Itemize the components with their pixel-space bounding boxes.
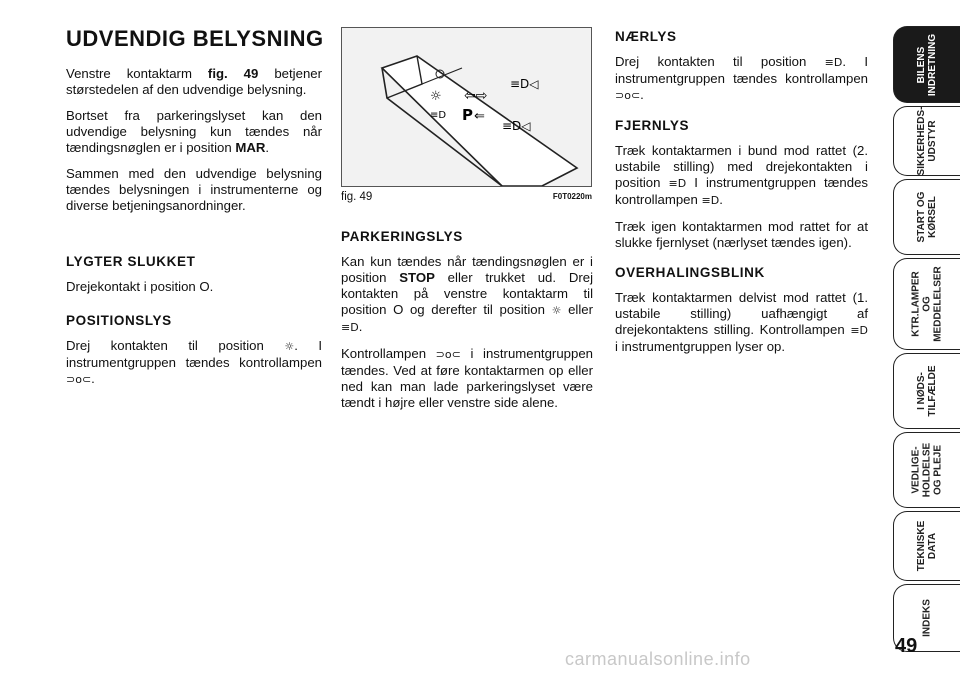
figure-lever-illustration bbox=[341, 27, 592, 187]
parking-lamp-paragraph: Kontrollampen ⊃o⊂ i instrumentgruppen tændes. Ved at føre kontaktarmen op eller ned kan man lade parkeringslyset være tændt i højre eller venstre side alene. bbox=[341, 346, 593, 410]
parking-lamp-icon: ⊃o⊂ bbox=[435, 348, 461, 361]
highbeam-icon: ≡D bbox=[850, 324, 868, 337]
tab-bilens-indretning[interactable]: BILENS INDRETNING bbox=[893, 26, 960, 103]
high-beam-paragraph: Træk kontaktarmen i bund mod rattet (2. ustabile stilling) med drejekontakten i position ≡D I instrumentgruppen tændes kontrollampen ≡D. bbox=[615, 143, 868, 207]
heading-flash: OVERHALINGSBLINK bbox=[615, 265, 765, 280]
lever-sun-icon: ☼ bbox=[430, 89, 442, 104]
ignition-paragraph: Bortset fra parkeringslyset kan den udvendige belysning kun tændes når tændingsnøglen er i position MAR. bbox=[66, 108, 322, 155]
lowbeam-icon: ≡D bbox=[341, 321, 359, 334]
sun-icon: ☼ bbox=[284, 340, 295, 353]
flash-paragraph: Træk kontaktarmen delvist mod rattet (1. ustabile stilling) uafhængigt af drejekontaktens stilling. Kontrollampen ≡D i instrumentgruppen lyser op. bbox=[615, 290, 868, 354]
figure-code: F0T0220m bbox=[552, 192, 592, 201]
heading-high-beam: FJERNLYS bbox=[615, 118, 690, 133]
tab-indeks[interactable]: INDEKS bbox=[893, 584, 960, 652]
figure-label: fig. 49 bbox=[341, 191, 373, 203]
lever-drawing bbox=[342, 28, 591, 186]
low-beam-paragraph: Drej kontakten til position ≡D. I instrumentgruppen tændes kontrollampen ⊃o⊂. bbox=[615, 54, 868, 102]
column-left bbox=[66, 66, 322, 398]
lever-indicator-arrows-icon: ⇦⇨ bbox=[464, 88, 488, 104]
lever-highbeam-flash-icon: ≡D◁ bbox=[510, 77, 539, 91]
column-middle bbox=[341, 229, 593, 421]
lever-lowbeam-icon: ≡D bbox=[430, 110, 447, 121]
position-lamp-icon: ⊃o⊂ bbox=[615, 89, 641, 102]
heading-parking-lights: PARKERINGSLYS bbox=[341, 229, 463, 244]
tab-tekniske-data[interactable]: TEKNISKE DATA bbox=[893, 511, 960, 581]
instrument-light-paragraph: Sammen med den udvendige belysning tændes belysningen i instrumenterne og diverse betjeningsanordninger. bbox=[66, 166, 322, 213]
sun-icon: ☼ bbox=[551, 304, 562, 317]
tab-i-nodstilfaelde[interactable]: I NØDS- TILFÆLDE bbox=[893, 353, 960, 429]
tab-kontrollamper[interactable]: KTR.LAMPER OG MEDDELELSER bbox=[893, 258, 960, 350]
lowbeam-icon: ≡D bbox=[668, 177, 687, 190]
position-lamp-icon: ⊃o⊂ bbox=[66, 373, 92, 386]
tab-start-og-korsel[interactable]: START OG KØRSEL bbox=[893, 179, 960, 255]
tab-sikkerhedsudstyr[interactable]: SIKKERHEDS- UDSTYR bbox=[893, 106, 960, 176]
lever-park-symbol: ⇐ bbox=[474, 109, 485, 124]
heading-low-beam: NÆRLYS bbox=[615, 29, 677, 44]
highbeam-icon: ≡D bbox=[701, 194, 720, 207]
tab-vedligeholdelse[interactable]: VEDLIGE- HOLDELSE OG PLEJE bbox=[893, 432, 960, 508]
position-lights-paragraph: Drej kontakten til position ☼. I instrumentgruppen tændes kontrollampen ⊃o⊂. bbox=[66, 338, 323, 386]
lever-park-label: P bbox=[462, 106, 473, 124]
lights-off-paragraph: Drejekontakt i position O. bbox=[66, 279, 214, 294]
lever-highbeam-icon: ≡D◁ bbox=[502, 119, 531, 133]
figure-caption bbox=[341, 191, 592, 203]
heading-position-lights: POSITIONSLYS bbox=[66, 313, 172, 328]
page-number: 49 bbox=[895, 635, 918, 657]
watermark: carmanualsonline.info bbox=[565, 649, 751, 669]
column-right bbox=[615, 29, 868, 365]
intro-paragraph: Venstre kontaktarm fig. 49 betjener størstedelen af den udvendige belysning. bbox=[66, 66, 323, 97]
heading-lights-off: LYGTER SLUKKET bbox=[66, 254, 196, 269]
lowbeam-icon: ≡D bbox=[824, 56, 843, 69]
page-title: UDVENDIG BELYSNING bbox=[66, 26, 324, 51]
parking-lights-paragraph: Kan kun tændes når tændingsnøglen er i position STOP eller trukket ud. Drej kontakten på venstre kontaktarm til position O og derefter til position ☼ eller ≡D. bbox=[341, 254, 593, 334]
high-beam-off-paragraph: Træk igen kontaktarmen mod rattet for at slukke fjernlyset (nærlyset tændes igen). bbox=[615, 219, 868, 250]
